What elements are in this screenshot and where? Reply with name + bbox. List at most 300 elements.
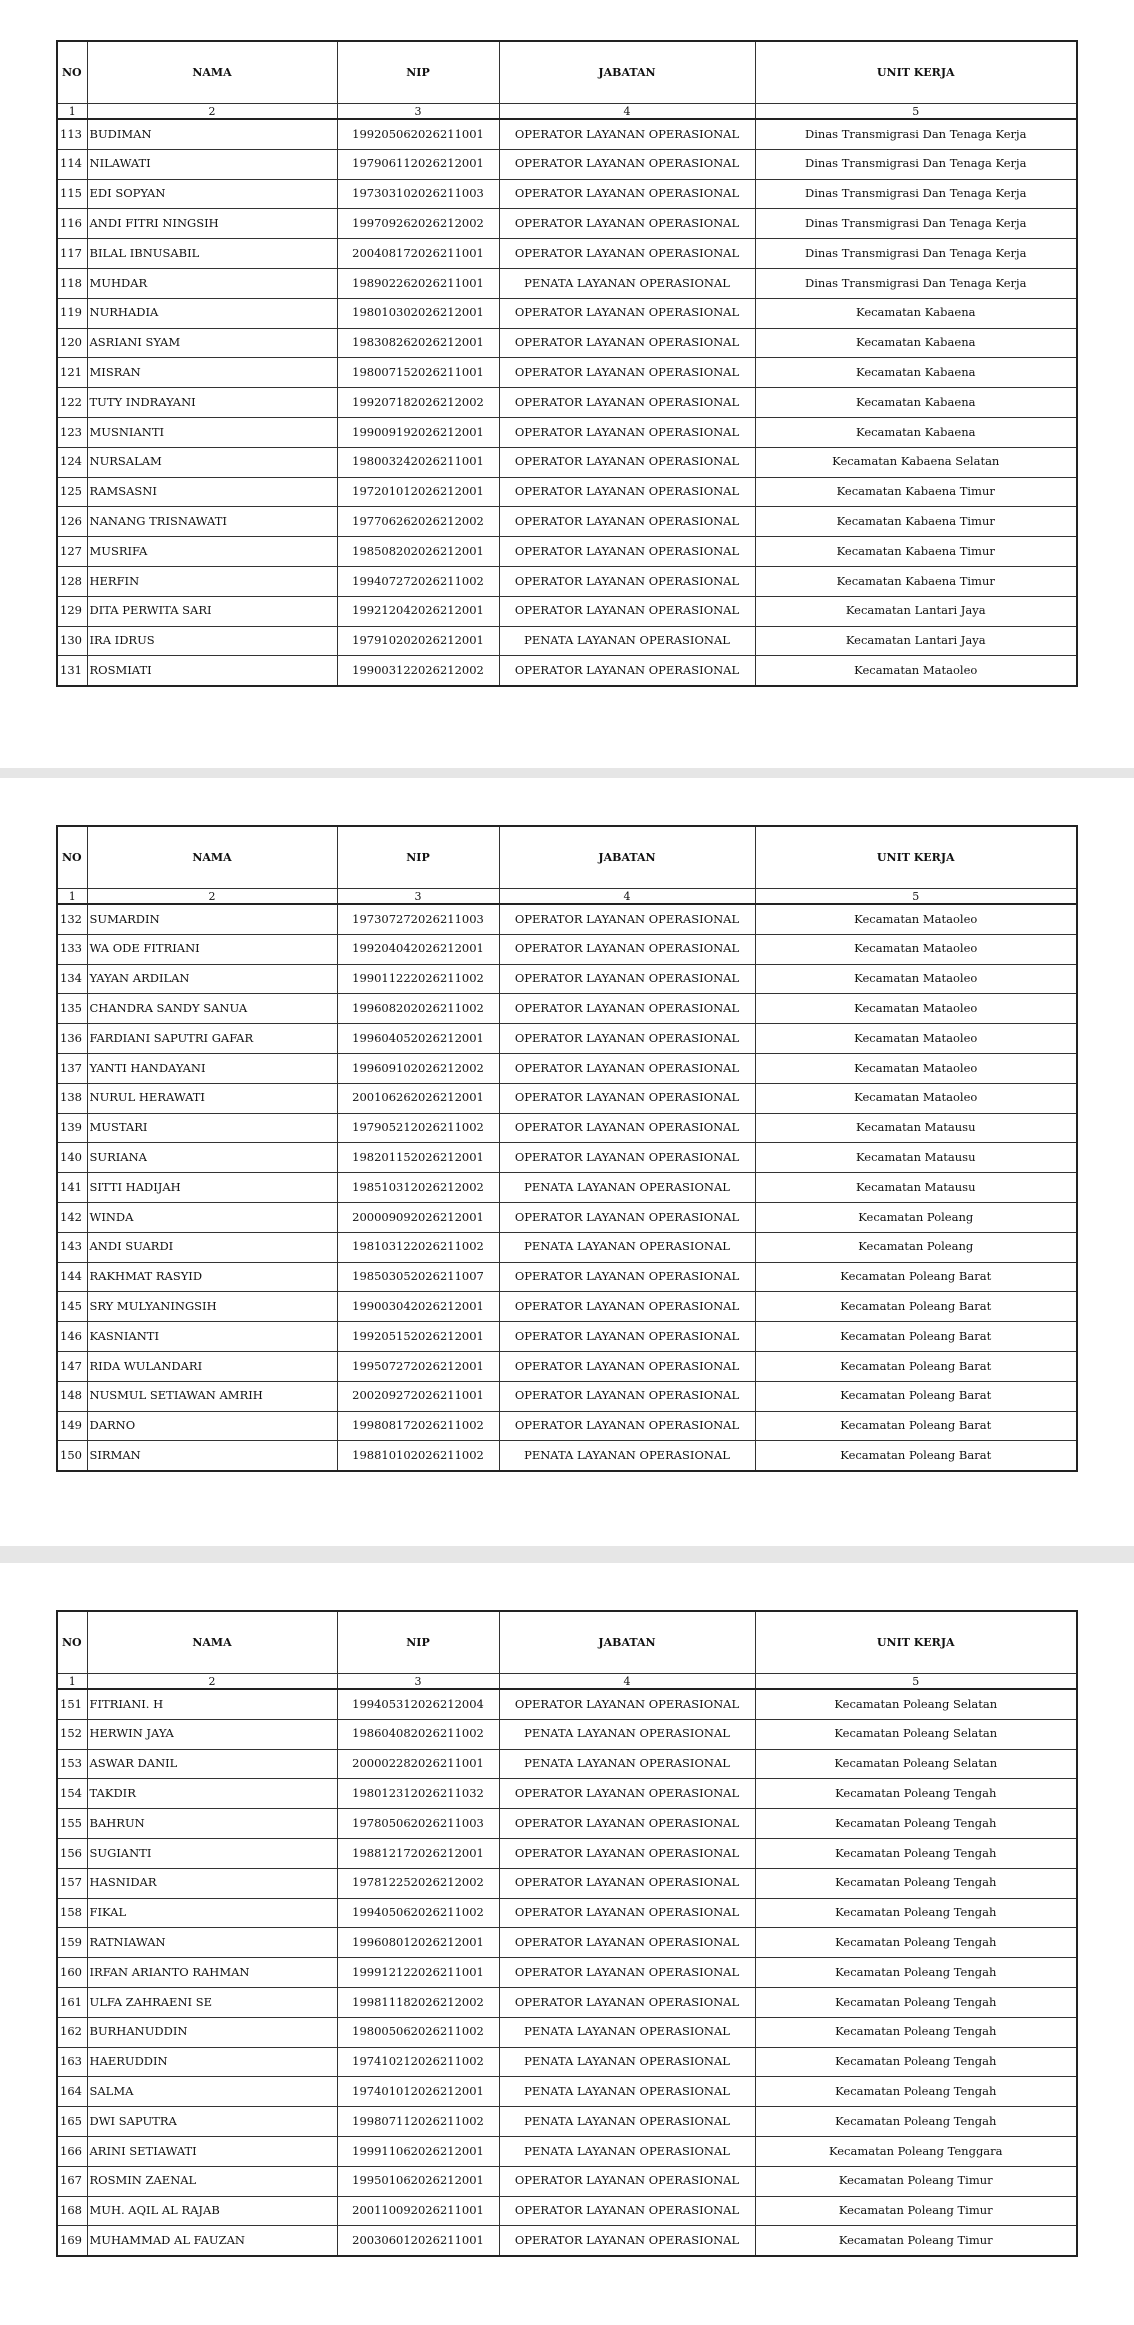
cell-unit-kerja: Kecamatan Mataoleo: [755, 656, 1077, 686]
cell-unit-kerja: Kecamatan Poleang Barat: [755, 1292, 1077, 1322]
cell-unit-kerja: Kecamatan Poleang Tengah: [755, 1958, 1077, 1988]
employee-table: [56, 1610, 1078, 2257]
table-row: [57, 1749, 1077, 1779]
cell-nama: MISRAN: [87, 358, 337, 388]
table-row: [57, 1173, 1077, 1203]
cell-unit-kerja: Kecamatan Poleang Selatan: [755, 1689, 1077, 1719]
table-row: [57, 656, 1077, 686]
cell-unit-kerja: Kecamatan Kabaena: [755, 298, 1077, 328]
table-header-row: [57, 826, 1077, 889]
cell-unit-kerja: Kecamatan Poleang Tenggara: [755, 2136, 1077, 2166]
cell-unit-kerja: Kecamatan Poleang Barat: [755, 1351, 1077, 1381]
cell-unit-kerja: Kecamatan Matausu: [755, 1173, 1077, 1203]
table-row: [57, 1083, 1077, 1113]
cell-unit-kerja: Kecamatan Matausu: [755, 1113, 1077, 1143]
cell-jabatan: OPERATOR LAYANAN OPERASIONAL: [499, 1411, 755, 1441]
table-row: [57, 1689, 1077, 1719]
cell-no: 127: [57, 537, 87, 567]
table-header-row: [57, 1611, 1077, 1674]
cell-no: 121: [57, 358, 87, 388]
table-row: [57, 596, 1077, 626]
table-row: [57, 1024, 1077, 1054]
employee-table: [56, 40, 1078, 687]
cell-jabatan: OPERATOR LAYANAN OPERASIONAL: [499, 119, 755, 149]
cell-nama: RATNIAWAN: [87, 1928, 337, 1958]
table-row: [57, 477, 1077, 507]
table-row: [57, 268, 1077, 298]
table-row: [57, 626, 1077, 656]
cell-jabatan: OPERATOR LAYANAN OPERASIONAL: [499, 447, 755, 477]
cell-no: 130: [57, 626, 87, 656]
cell-jabatan: PENATA LAYANAN OPERASIONAL: [499, 626, 755, 656]
cell-jabatan: OPERATOR LAYANAN OPERASIONAL: [499, 1868, 755, 1898]
cell-nip: 199501062026212001: [337, 2166, 499, 2196]
cell-unit-kerja: Kecamatan Poleang Tengah: [755, 1868, 1077, 1898]
cell-jabatan: PENATA LAYANAN OPERASIONAL: [499, 1441, 755, 1471]
table-row: [57, 447, 1077, 477]
cell-unit-kerja: Kecamatan Mataoleo: [755, 1083, 1077, 1113]
cell-nip: 198508202026212001: [337, 537, 499, 567]
cell-nama: NURSALAM: [87, 447, 337, 477]
cell-jabatan: OPERATOR LAYANAN OPERASIONAL: [499, 239, 755, 269]
table-row: [57, 1202, 1077, 1232]
cell-no: 123: [57, 417, 87, 447]
cell-no: 163: [57, 2047, 87, 2077]
cell-nama: SUGIANTI: [87, 1838, 337, 1868]
cell-jabatan: OPERATOR LAYANAN OPERASIONAL: [499, 1898, 755, 1928]
cell-unit-kerja: Dinas Transmigrasi Dan Tenaga Kerja: [755, 149, 1077, 179]
header-no: NO: [57, 826, 87, 889]
cell-nama: ANDI SUARDI: [87, 1232, 337, 1262]
cell-nama: HASNIDAR: [87, 1868, 337, 1898]
table-row: [57, 209, 1077, 239]
cell-jabatan: OPERATOR LAYANAN OPERASIONAL: [499, 656, 755, 686]
cell-nama: NURHADIA: [87, 298, 337, 328]
cell-jabatan: OPERATOR LAYANAN OPERASIONAL: [499, 1809, 755, 1839]
cell-nama: YAYAN ARDILAN: [87, 964, 337, 994]
cell-nama: SRY MULYANINGSIH: [87, 1292, 337, 1322]
cell-nip: 200306012026211001: [337, 2226, 499, 2256]
document-page-1: [0, 0, 1134, 768]
cell-nip: 199507272026212001: [337, 1351, 499, 1381]
column-number: 1: [57, 104, 87, 120]
cell-jabatan: OPERATOR LAYANAN OPERASIONAL: [499, 149, 755, 179]
cell-nip: 197201012026212001: [337, 477, 499, 507]
cell-unit-kerja: Kecamatan Poleang Tengah: [755, 1987, 1077, 2017]
cell-nama: ANDI FITRI NINGSIH: [87, 209, 337, 239]
cell-nama: CHANDRA SANDY SANUA: [87, 994, 337, 1024]
cell-nip: 197706262026212002: [337, 507, 499, 537]
table-row: [57, 904, 1077, 934]
table-row: [57, 1958, 1077, 1988]
cell-nama: MUH. AQIL AL RAJAB: [87, 2196, 337, 2226]
cell-jabatan: OPERATOR LAYANAN OPERASIONAL: [499, 2196, 755, 2226]
cell-nama: WINDA: [87, 1202, 337, 1232]
cell-unit-kerja: Kecamatan Poleang Tengah: [755, 1838, 1077, 1868]
cell-nip: 199407272026211002: [337, 566, 499, 596]
cell-no: 136: [57, 1024, 87, 1054]
cell-nip: 200408172026211001: [337, 239, 499, 269]
cell-nama: SURIANA: [87, 1143, 337, 1173]
column-number-row: [57, 889, 1077, 905]
cell-nama: NILAWATI: [87, 149, 337, 179]
cell-no: 128: [57, 566, 87, 596]
cell-unit-kerja: Kecamatan Kabaena Timur: [755, 566, 1077, 596]
cell-nama: ROSMIN ZAENAL: [87, 2166, 337, 2196]
header-jabatan: JABATAN: [499, 41, 755, 104]
cell-no: 162: [57, 2017, 87, 2047]
cell-jabatan: OPERATOR LAYANAN OPERASIONAL: [499, 388, 755, 418]
cell-nama: RAMSASNI: [87, 477, 337, 507]
cell-nip: 199207182026212002: [337, 388, 499, 418]
table-row: [57, 1411, 1077, 1441]
table-row: [57, 2226, 1077, 2256]
cell-no: 113: [57, 119, 87, 149]
cell-no: 132: [57, 904, 87, 934]
cell-jabatan: OPERATOR LAYANAN OPERASIONAL: [499, 1838, 755, 1868]
cell-no: 169: [57, 2226, 87, 2256]
column-number: 3: [337, 104, 499, 120]
table-row: [57, 934, 1077, 964]
cell-jabatan: OPERATOR LAYANAN OPERASIONAL: [499, 1113, 755, 1143]
cell-nip: 198510312026212002: [337, 1173, 499, 1203]
cell-jabatan: PENATA LAYANAN OPERASIONAL: [499, 1749, 755, 1779]
cell-nama: NANANG TRISNAWATI: [87, 507, 337, 537]
cell-nip: 199808172026211002: [337, 1411, 499, 1441]
cell-no: 115: [57, 179, 87, 209]
cell-nama: FARDIANI SAPUTRI GAFAR: [87, 1024, 337, 1054]
cell-nip: 198308262026212001: [337, 328, 499, 358]
cell-unit-kerja: Kecamatan Poleang Barat: [755, 1411, 1077, 1441]
document-page-2: [0, 778, 1134, 1546]
cell-unit-kerja: Kecamatan Mataoleo: [755, 994, 1077, 1024]
table-row: [57, 537, 1077, 567]
column-number: 5: [755, 104, 1077, 120]
cell-unit-kerja: Kecamatan Poleang Barat: [755, 1262, 1077, 1292]
cell-jabatan: OPERATOR LAYANAN OPERASIONAL: [499, 298, 755, 328]
cell-unit-kerja: Kecamatan Mataoleo: [755, 964, 1077, 994]
cell-nama: WA ODE FITRIANI: [87, 934, 337, 964]
cell-unit-kerja: Kecamatan Kabaena: [755, 358, 1077, 388]
header-jabatan: JABATAN: [499, 1611, 755, 1674]
cell-nip: 199604052026212001: [337, 1024, 499, 1054]
cell-nip: 200110092026211001: [337, 2196, 499, 2226]
cell-nip: 198010302026212001: [337, 298, 499, 328]
cell-no: 148: [57, 1381, 87, 1411]
cell-unit-kerja: Kecamatan Poleang Tengah: [755, 1898, 1077, 1928]
cell-no: 126: [57, 507, 87, 537]
cell-unit-kerja: Kecamatan Poleang Tengah: [755, 1809, 1077, 1839]
cell-jabatan: OPERATOR LAYANAN OPERASIONAL: [499, 1053, 755, 1083]
cell-nip: 199405312026212004: [337, 1689, 499, 1719]
cell-unit-kerja: Kecamatan Poleang Tengah: [755, 2047, 1077, 2077]
cell-no: 151: [57, 1689, 87, 1719]
cell-jabatan: OPERATOR LAYANAN OPERASIONAL: [499, 1202, 755, 1232]
cell-unit-kerja: Kecamatan Kabaena Selatan: [755, 447, 1077, 477]
cell-no: 137: [57, 1053, 87, 1083]
table-row: [57, 2047, 1077, 2077]
cell-no: 129: [57, 596, 87, 626]
column-number: 2: [87, 1674, 337, 1690]
cell-unit-kerja: Kecamatan Poleang Timur: [755, 2196, 1077, 2226]
cell-nip: 199405062026211002: [337, 1898, 499, 1928]
cell-no: 154: [57, 1779, 87, 1809]
cell-nip: 197812252026212002: [337, 1868, 499, 1898]
table-row: [57, 1232, 1077, 1262]
cell-jabatan: OPERATOR LAYANAN OPERASIONAL: [499, 566, 755, 596]
cell-nip: 199709262026212002: [337, 209, 499, 239]
cell-nama: YANTI HANDAYANI: [87, 1053, 337, 1083]
cell-jabatan: OPERATOR LAYANAN OPERASIONAL: [499, 596, 755, 626]
table-row: [57, 328, 1077, 358]
cell-jabatan: OPERATOR LAYANAN OPERASIONAL: [499, 1381, 755, 1411]
table-row: [57, 994, 1077, 1024]
cell-no: 166: [57, 2136, 87, 2166]
cell-jabatan: OPERATOR LAYANAN OPERASIONAL: [499, 2226, 755, 2256]
header-unit-kerja: UNIT KERJA: [755, 1611, 1077, 1674]
cell-no: 116: [57, 209, 87, 239]
table-row: [57, 239, 1077, 269]
cell-nama: MUSTARI: [87, 1113, 337, 1143]
cell-nip: 198201152026212001: [337, 1143, 499, 1173]
cell-jabatan: OPERATOR LAYANAN OPERASIONAL: [499, 417, 755, 447]
cell-nama: ROSMIATI: [87, 656, 337, 686]
column-number: 4: [499, 1674, 755, 1690]
cell-unit-kerja: Dinas Transmigrasi Dan Tenaga Kerja: [755, 209, 1077, 239]
cell-nip: 198003242026211001: [337, 447, 499, 477]
cell-jabatan: OPERATOR LAYANAN OPERASIONAL: [499, 358, 755, 388]
cell-nama: IRA IDRUS: [87, 626, 337, 656]
cell-nip: 199009192026212001: [337, 417, 499, 447]
cell-nama: DWI SAPUTRA: [87, 2107, 337, 2137]
cell-nip: 199911062026212001: [337, 2136, 499, 2166]
cell-nip: 200209272026211001: [337, 1381, 499, 1411]
cell-unit-kerja: Kecamatan Mataoleo: [755, 1053, 1077, 1083]
column-number-row: [57, 104, 1077, 120]
table-row: [57, 1987, 1077, 2017]
cell-no: 161: [57, 1987, 87, 2017]
cell-unit-kerja: Kecamatan Poleang Barat: [755, 1381, 1077, 1411]
header-nip: NIP: [337, 41, 499, 104]
cell-nip: 197410212026211002: [337, 2047, 499, 2077]
cell-no: 152: [57, 1719, 87, 1749]
document-page-3: [0, 1563, 1134, 2325]
cell-unit-kerja: Kecamatan Poleang Tengah: [755, 2077, 1077, 2107]
cell-no: 135: [57, 994, 87, 1024]
cell-no: 155: [57, 1809, 87, 1839]
cell-no: 139: [57, 1113, 87, 1143]
cell-jabatan: OPERATOR LAYANAN OPERASIONAL: [499, 1958, 755, 1988]
cell-jabatan: OPERATOR LAYANAN OPERASIONAL: [499, 1322, 755, 1352]
cell-jabatan: OPERATOR LAYANAN OPERASIONAL: [499, 328, 755, 358]
cell-unit-kerja: Kecamatan Poleang Tengah: [755, 2017, 1077, 2047]
cell-no: 118: [57, 268, 87, 298]
cell-nama: SALMA: [87, 2077, 337, 2107]
cell-nip: 198902262026211001: [337, 268, 499, 298]
cell-nama: FIKAL: [87, 1898, 337, 1928]
cell-no: 147: [57, 1351, 87, 1381]
cell-nama: MUHAMMAD AL FAUZAN: [87, 2226, 337, 2256]
header-no: NO: [57, 1611, 87, 1674]
cell-unit-kerja: Kecamatan Poleang Timur: [755, 2226, 1077, 2256]
table-row: [57, 566, 1077, 596]
cell-nama: KASNIANTI: [87, 1322, 337, 1352]
table-row: [57, 2136, 1077, 2166]
table-row: [57, 298, 1077, 328]
cell-nama: DITA PERWITA SARI: [87, 596, 337, 626]
cell-unit-kerja: Kecamatan Matausu: [755, 1143, 1077, 1173]
cell-nip: 197905212026211002: [337, 1113, 499, 1143]
cell-unit-kerja: Kecamatan Lantari Jaya: [755, 596, 1077, 626]
cell-jabatan: PENATA LAYANAN OPERASIONAL: [499, 1232, 755, 1262]
cell-no: 150: [57, 1441, 87, 1471]
cell-nip: 199003122026212002: [337, 656, 499, 686]
cell-no: 168: [57, 2196, 87, 2226]
cell-nip: 199807112026211002: [337, 2107, 499, 2137]
cell-nip: 199811182026212002: [337, 1987, 499, 2017]
cell-no: 164: [57, 2077, 87, 2107]
table-row: [57, 964, 1077, 994]
cell-nama: NUSMUL SETIAWAN AMRIH: [87, 1381, 337, 1411]
cell-no: 117: [57, 239, 87, 269]
cell-no: 156: [57, 1838, 87, 1868]
cell-nama: IRFAN ARIANTO RAHMAN: [87, 1958, 337, 1988]
table-row: [57, 1928, 1077, 1958]
cell-no: 167: [57, 2166, 87, 2196]
cell-unit-kerja: Dinas Transmigrasi Dan Tenaga Kerja: [755, 239, 1077, 269]
table-row: [57, 1113, 1077, 1143]
cell-nama: EDI SOPYAN: [87, 179, 337, 209]
cell-unit-kerja: Kecamatan Poleang Selatan: [755, 1749, 1077, 1779]
cell-no: 157: [57, 1868, 87, 1898]
cell-nip: 198007152026211001: [337, 358, 499, 388]
cell-nip: 200106262026212001: [337, 1083, 499, 1113]
header-nama: NAMA: [87, 1611, 337, 1674]
cell-no: 134: [57, 964, 87, 994]
cell-no: 133: [57, 934, 87, 964]
table-row: [57, 2017, 1077, 2047]
table-row: [57, 1838, 1077, 1868]
column-number: 3: [337, 889, 499, 905]
cell-jabatan: OPERATOR LAYANAN OPERASIONAL: [499, 1143, 755, 1173]
header-unit-kerja: UNIT KERJA: [755, 41, 1077, 104]
cell-no: 146: [57, 1322, 87, 1352]
header-nip: NIP: [337, 826, 499, 889]
cell-unit-kerja: Kecamatan Lantari Jaya: [755, 626, 1077, 656]
header-unit-kerja: UNIT KERJA: [755, 826, 1077, 889]
table-header-row: [57, 41, 1077, 104]
column-number: 1: [57, 1674, 87, 1690]
employee-table: [56, 825, 1078, 1472]
column-number: 1: [57, 889, 87, 905]
cell-jabatan: PENATA LAYANAN OPERASIONAL: [499, 2107, 755, 2137]
cell-jabatan: OPERATOR LAYANAN OPERASIONAL: [499, 1083, 755, 1113]
cell-unit-kerja: Kecamatan Poleang Tengah: [755, 1779, 1077, 1809]
cell-unit-kerja: Dinas Transmigrasi Dan Tenaga Kerja: [755, 179, 1077, 209]
cell-jabatan: PENATA LAYANAN OPERASIONAL: [499, 1173, 755, 1203]
cell-no: 160: [57, 1958, 87, 1988]
cell-nama: NURUL HERAWATI: [87, 1083, 337, 1113]
table-row: [57, 1143, 1077, 1173]
cell-nama: RAKHMAT RASYID: [87, 1262, 337, 1292]
column-number: 5: [755, 889, 1077, 905]
cell-nip: 199212042026212001: [337, 596, 499, 626]
cell-nama: HERWIN JAYA: [87, 1719, 337, 1749]
cell-jabatan: OPERATOR LAYANAN OPERASIONAL: [499, 537, 755, 567]
cell-nama: ASWAR DANIL: [87, 1749, 337, 1779]
cell-jabatan: OPERATOR LAYANAN OPERASIONAL: [499, 507, 755, 537]
table-row: [57, 1868, 1077, 1898]
cell-nip: 199205062026211001: [337, 119, 499, 149]
table-row: [57, 1351, 1077, 1381]
cell-jabatan: OPERATOR LAYANAN OPERASIONAL: [499, 1928, 755, 1958]
cell-unit-kerja: Kecamatan Kabaena: [755, 388, 1077, 418]
cell-nip: 199011222026211002: [337, 964, 499, 994]
column-number: 3: [337, 1674, 499, 1690]
cell-nip: 199912122026211001: [337, 1958, 499, 1988]
cell-nip: 199608202026211002: [337, 994, 499, 1024]
table-row: [57, 2166, 1077, 2196]
cell-jabatan: OPERATOR LAYANAN OPERASIONAL: [499, 904, 755, 934]
cell-no: 143: [57, 1232, 87, 1262]
cell-jabatan: OPERATOR LAYANAN OPERASIONAL: [499, 1262, 755, 1292]
cell-no: 125: [57, 477, 87, 507]
cell-unit-kerja: Kecamatan Poleang Tengah: [755, 1928, 1077, 1958]
cell-nama: BAHRUN: [87, 1809, 337, 1839]
cell-nip: 197906112026212001: [337, 149, 499, 179]
cell-nama: TUTY INDRAYANI: [87, 388, 337, 418]
table-row: [57, 1809, 1077, 1839]
cell-nip: 199204042026212001: [337, 934, 499, 964]
cell-jabatan: OPERATOR LAYANAN OPERASIONAL: [499, 1351, 755, 1381]
cell-unit-kerja: Kecamatan Mataoleo: [755, 1024, 1077, 1054]
cell-nama: RIDA WULANDARI: [87, 1351, 337, 1381]
cell-jabatan: OPERATOR LAYANAN OPERASIONAL: [499, 179, 755, 209]
cell-nama: ULFA ZAHRAENI SE: [87, 1987, 337, 2017]
cell-unit-kerja: Kecamatan Poleang: [755, 1232, 1077, 1262]
cell-unit-kerja: Kecamatan Poleang Tengah: [755, 2107, 1077, 2137]
cell-no: 149: [57, 1411, 87, 1441]
cell-no: 114: [57, 149, 87, 179]
table-row: [57, 388, 1077, 418]
cell-jabatan: OPERATOR LAYANAN OPERASIONAL: [499, 1689, 755, 1719]
table-row: [57, 507, 1077, 537]
table-row: [57, 1441, 1077, 1471]
header-nama: NAMA: [87, 41, 337, 104]
cell-jabatan: OPERATOR LAYANAN OPERASIONAL: [499, 209, 755, 239]
header-jabatan: JABATAN: [499, 826, 755, 889]
cell-jabatan: OPERATOR LAYANAN OPERASIONAL: [499, 994, 755, 1024]
column-number-row: [57, 1674, 1077, 1690]
cell-unit-kerja: Kecamatan Kabaena: [755, 417, 1077, 447]
cell-no: 158: [57, 1898, 87, 1928]
cell-no: 144: [57, 1262, 87, 1292]
cell-nip: 197307272026211003: [337, 904, 499, 934]
table-row: [57, 1322, 1077, 1352]
cell-no: 122: [57, 388, 87, 418]
table-row: [57, 149, 1077, 179]
cell-nama: BURHANUDDIN: [87, 2017, 337, 2047]
header-no: NO: [57, 41, 87, 104]
cell-unit-kerja: Kecamatan Kabaena Timur: [755, 537, 1077, 567]
cell-nip: 198503052026211007: [337, 1262, 499, 1292]
table-row: [57, 1292, 1077, 1322]
column-number: 4: [499, 104, 755, 120]
cell-nama: TAKDIR: [87, 1779, 337, 1809]
header-nama: NAMA: [87, 826, 337, 889]
table-row: [57, 1898, 1077, 1928]
cell-jabatan: PENATA LAYANAN OPERASIONAL: [499, 2136, 755, 2166]
